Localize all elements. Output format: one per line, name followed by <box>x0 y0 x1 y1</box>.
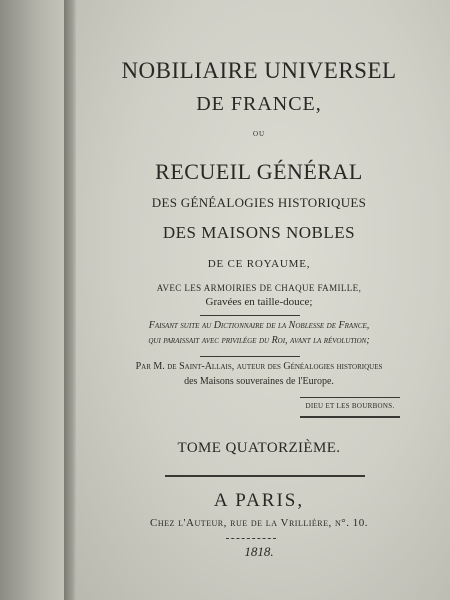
title-line-6: DES MAISONS NOBLES <box>162 223 356 242</box>
rule-4 <box>226 538 276 539</box>
motto: DIEU ET LES BOURBONS. <box>305 402 395 410</box>
author-line-2: des Maisons souveraines de l'Europe. <box>184 376 334 387</box>
conjunction-ou: OU <box>252 130 266 138</box>
publisher: Chez l'Auteur, rue de la Vrillière, n°. 10. <box>150 517 368 529</box>
rule-3 <box>165 475 365 477</box>
suite-line-2: qui paraissait avec privilége du Roi, avant la révolution; <box>148 335 370 346</box>
year: 1818. <box>244 544 274 559</box>
city: A PARIS, <box>213 490 305 511</box>
rule-1 <box>200 315 300 316</box>
title-line-4: RECUEIL GÉNÉRAL <box>155 159 363 184</box>
title-line-5: DES GÉNÉALOGIES HISTORIQUES <box>151 195 367 210</box>
title-line-8: AVEC LES ARMOIRIES DE CHAQUE FAMILLE, <box>156 283 362 293</box>
volume-number: TOME QUATORZIÈME. <box>177 440 341 456</box>
motto-rule-top <box>300 397 400 398</box>
motto-rule-bottom <box>300 416 400 418</box>
rule-2 <box>200 356 300 357</box>
title-line-1: NOBILIAIRE UNIVERSEL <box>121 58 397 83</box>
facing-page-edge <box>0 0 68 600</box>
title-line-2: DE FRANCE, <box>196 93 322 115</box>
author-line-1: Par M. de Saint-Allais, auteur des Généalogies historiques <box>135 361 383 372</box>
title-line-7: DE CE ROYAUME, <box>207 258 311 270</box>
title-line-9: Gravées en taille-douce; <box>205 296 313 308</box>
suite-line-1: Faisant suite au Dictionnaire de la Noblesse de France, <box>148 320 370 331</box>
